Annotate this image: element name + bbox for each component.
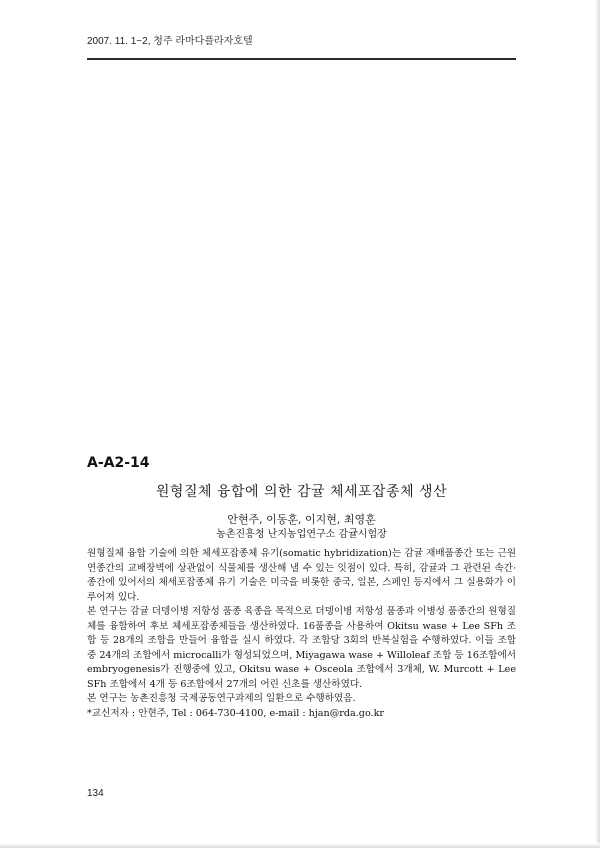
abstract-id: A-A2-14: [87, 455, 150, 471]
abstract-body: [87, 547, 516, 721]
page-number: 134: [87, 788, 104, 799]
abstract-affiliation: 농촌진흥청 난지농업연구소 감귤시험장: [216, 529, 387, 540]
header-rule: [87, 58, 516, 60]
abstract-title: 원형질체 융합에 의한 감귤 체세포잡종체 생산: [155, 484, 448, 500]
abstract-paragraph-intro: 원형질체 융합 기술에 의한 체세포잡종체 유기(somatic hybridization)는 감귤 재배품종간 또는 근원연종간의 교배장벽에 상관없이 식물체를 생산해 낼 수 있는 잇점이 있다. 특히, 감귤과 그 관련된 속간·종간에 있어서의 체세포잡종체 유기 기술은 미국을 비롯한 중국, 일본, 스페인 등지에서 그 실용화가 이루어져 있다.: [87, 548, 516, 603]
page-edge-shadow-bottom: [0, 843, 600, 848]
running-header: 2007. 11. 1~2, 청주 라마다플라자호텔: [87, 36, 253, 47]
abstract-authors: 안현주, 이동훈, 이지현, 최영훈: [227, 513, 376, 526]
page-edge-shadow-right: [595, 0, 600, 848]
abstract-paragraph-methods-results: 본 연구는 감귤 더뎅이병 저항성 품종 육종을 목적으로 더뎅이병 저항성 품종과 이병성 품종간의 원형질체를 융합하여 후보 체세포잡종체들을 생산하였다. 16품종을 사용하여 Okitsu wase + Lee SFh 조합 등 28개의 조합을 만들어 융합을 실시 하였다. 각 조합당 3회의 반복실험을 수행하였다. 이들 조합 중 24개의 조합에서 microcalli가 형성되었으며, Miyagawa wase + Willoleaf 조합 등 16조합에서 embryogenesis가 진행중에 있고, Okitsu wase + Osceola 조합에서 3개체, W. Murcott + Lee SFh 조합에서 4개 등 6조합에서 27개의 어린 신초를 생산하였다.: [87, 606, 516, 690]
abstract-paragraph-contact: *교신저자 : 안현주, Tel : 064-730-4100, e-mail : hjan@rda.go.kr: [87, 707, 384, 719]
abstract-paragraph-funding: 본 연구는 농촌진흥청 국제공동연구과제의 일환으로 수행하였음.: [87, 693, 356, 704]
